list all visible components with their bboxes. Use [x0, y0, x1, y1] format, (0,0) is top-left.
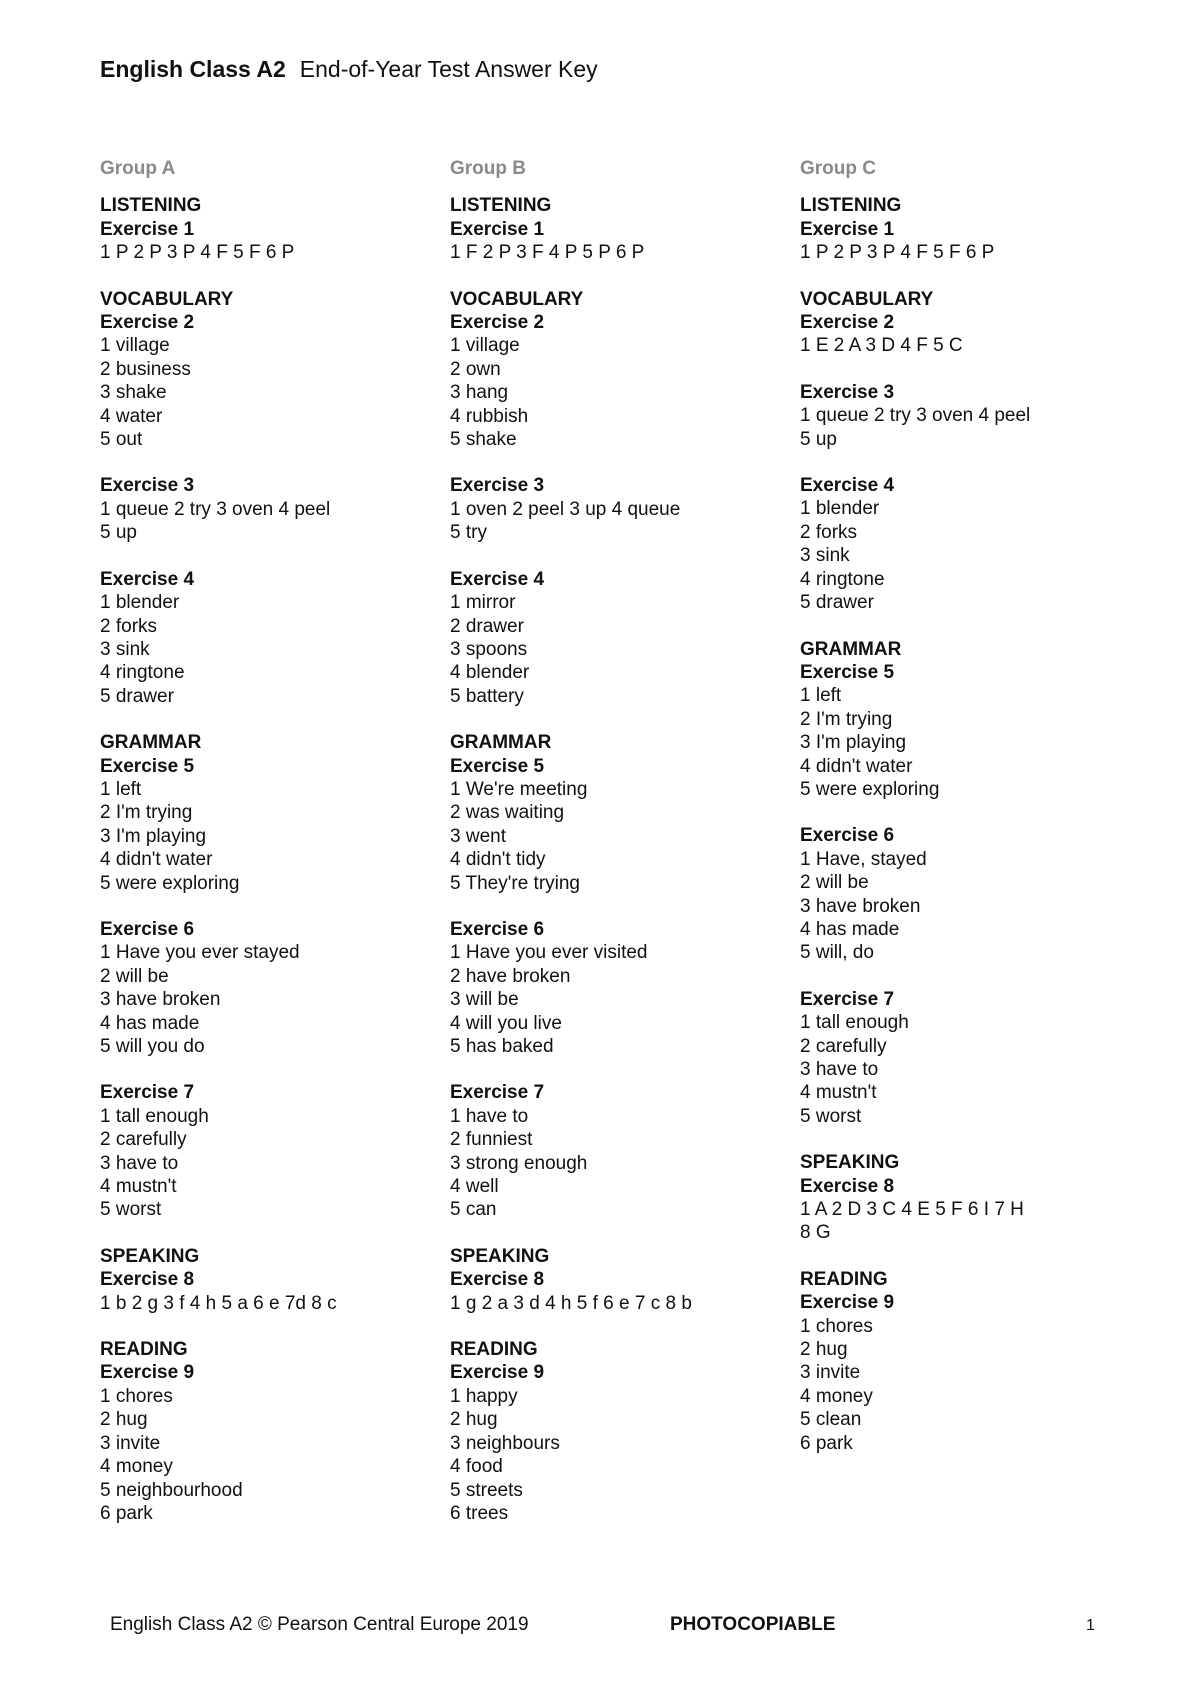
answer-line: 2 drawer [450, 615, 524, 637]
exercise-block [100, 1338, 430, 1525]
section-heading: GRAMMAR [100, 732, 202, 754]
exercise-heading: Exercise 7 [800, 988, 895, 1010]
exercise-block [800, 1151, 1130, 1245]
answer-line: 4 money [100, 1456, 173, 1478]
answer-line: 1 b 2 g 3 f 4 h 5 a 6 e 7d 8 c [100, 1292, 337, 1314]
answer-line: 5 up [800, 428, 837, 450]
answer-line: 2 carefully [800, 1035, 887, 1057]
section-heading: READING [800, 1268, 888, 1290]
exercise-block [450, 731, 780, 895]
answer-line: 1 P 2 P 3 P 4 F 5 F 6 P [100, 242, 295, 264]
answer-line: 3 I'm playing [100, 825, 207, 847]
group-heading: Group B [450, 158, 526, 179]
exercise-block [450, 1245, 780, 1315]
exercise-block [100, 1081, 430, 1221]
answer-line: 4 water [100, 405, 163, 427]
answer-line: 5 will, do [800, 942, 874, 964]
exercise-heading: Exercise 1 [100, 218, 195, 240]
exercise-block [450, 1338, 780, 1525]
answer-line: 3 have broken [100, 989, 221, 1011]
answer-line: 1 We're meeting [450, 778, 588, 800]
answer-line: 2 I'm trying [800, 708, 893, 730]
answer-line: 1 blender [100, 592, 180, 614]
answer-line: 2 hug [450, 1409, 498, 1431]
exercise-heading: Exercise 1 [800, 218, 895, 240]
exercise-heading: Exercise 6 [450, 918, 545, 940]
answer-line: 3 will be [450, 989, 519, 1011]
answer-line: 1 Have, stayed [800, 848, 927, 870]
answer-line: 1 tall enough [800, 1012, 909, 1034]
answer-line: 1 left [800, 685, 842, 707]
answer-line: 2 forks [100, 615, 158, 637]
exercise-block [100, 194, 430, 264]
answer-line: 3 neighbours [450, 1432, 560, 1454]
answer-line: 1 E 2 A 3 D 4 F 5 C [800, 335, 963, 357]
answer-line: 3 have broken [800, 895, 921, 917]
section-heading: READING [100, 1339, 188, 1361]
group-heading: Group A [100, 158, 176, 179]
exercise-heading: Exercise 3 [100, 475, 195, 497]
answer-line: 6 trees [450, 1502, 509, 1524]
answer-line: 2 business [100, 358, 191, 380]
answer-line: 4 money [800, 1385, 873, 1407]
exercise-block [100, 288, 430, 452]
exercise-heading: Exercise 9 [100, 1362, 195, 1384]
answer-line: 1 P 2 P 3 P 4 F 5 F 6 P [800, 242, 995, 264]
exercise-heading: Exercise 9 [450, 1362, 545, 1384]
exercise-heading: Exercise 9 [800, 1292, 895, 1314]
exercise-heading: Exercise 4 [450, 568, 545, 590]
answer-line: 1 chores [100, 1385, 173, 1407]
page-number: 1 [1086, 1617, 1095, 1634]
answer-line: 2 I'm trying [100, 802, 193, 824]
answer-line: 4 ringtone [100, 662, 185, 684]
answer-line: 6 park [100, 1502, 153, 1524]
group-column [100, 157, 430, 1548]
answer-line: 3 invite [100, 1432, 161, 1454]
answer-line: 5 can [450, 1199, 497, 1221]
answer-line: 1 mirror [450, 592, 516, 614]
answer-line: 2 forks [800, 521, 858, 543]
answer-line: 2 was waiting [450, 802, 565, 824]
answer-line: 5 They're trying [450, 872, 581, 894]
answer-line: 4 will you live [450, 1012, 562, 1034]
exercise-block [450, 568, 780, 708]
section-heading: GRAMMAR [800, 638, 902, 660]
exercise-heading: Exercise 5 [450, 755, 545, 777]
exercise-block [450, 474, 780, 544]
answer-line: 3 invite [800, 1362, 861, 1384]
section-heading: LISTENING [450, 195, 552, 217]
answer-line: 3 sink [100, 638, 150, 660]
answer-line: 2 hug [100, 1409, 148, 1431]
exercise-block [450, 288, 780, 452]
exercise-heading: Exercise 8 [450, 1269, 545, 1291]
title-bold: English Class A2 [100, 56, 286, 82]
exercise-heading: Exercise 5 [800, 661, 895, 683]
answer-line: 5 battery [450, 685, 524, 707]
section-heading: SPEAKING [100, 1245, 200, 1267]
answer-line: 1 tall enough [100, 1105, 209, 1127]
exercise-block [100, 1245, 430, 1315]
answer-line: 5 will you do [100, 1036, 205, 1057]
answer-line: 5 has baked [450, 1036, 554, 1057]
answer-line: 1 Have you ever visited [450, 942, 648, 964]
page-title [100, 56, 598, 83]
answer-line: 2 funniest [450, 1129, 533, 1151]
answer-line: 8 G [800, 1222, 831, 1244]
exercise-block [800, 638, 1130, 802]
answer-line: 3 went [450, 825, 506, 847]
answer-line: 3 spoons [450, 638, 528, 660]
exercise-heading: Exercise 8 [100, 1269, 195, 1291]
group-column [450, 157, 780, 1548]
answer-line: 3 sink [800, 545, 850, 567]
exercise-block [800, 474, 1130, 614]
answer-line: 4 didn't water [800, 755, 913, 777]
exercise-heading: Exercise 4 [800, 475, 895, 497]
section-heading: VOCABULARY [800, 288, 934, 310]
answer-line: 5 clean [800, 1409, 862, 1431]
answer-line: 4 didn't water [100, 849, 213, 871]
answer-line: 5 were exploring [800, 778, 940, 800]
exercise-heading: Exercise 8 [800, 1175, 895, 1197]
answer-line: 1 queue 2 try 3 oven 4 peel [800, 405, 1031, 427]
answer-line: 4 blender [450, 662, 530, 684]
exercise-heading: Exercise 4 [100, 568, 195, 590]
exercise-heading: Exercise 3 [450, 475, 545, 497]
answer-line: 4 has made [800, 918, 900, 940]
exercise-block [100, 568, 430, 708]
footer-photocopiable: PHOTOCOPIABLE [670, 1614, 836, 1635]
answer-line: 3 have to [100, 1152, 179, 1174]
answer-line: 4 mustn't [800, 1082, 877, 1104]
exercise-block [800, 381, 1130, 451]
answer-line: 2 will be [800, 872, 869, 894]
answer-line: 4 rubbish [450, 405, 529, 427]
answer-line: 3 shake [100, 382, 167, 404]
exercise-heading: Exercise 7 [450, 1082, 545, 1104]
answer-line: 1 village [100, 335, 170, 357]
exercise-block [450, 1081, 780, 1221]
exercise-heading: Exercise 2 [100, 312, 195, 334]
answer-line: 2 hug [800, 1339, 848, 1361]
exercise-heading: Exercise 6 [800, 825, 895, 847]
answer-line: 5 shake [450, 429, 517, 451]
section-heading: GRAMMAR [450, 732, 552, 754]
group-heading: Group C [800, 158, 876, 179]
exercise-block [800, 1268, 1130, 1455]
exercise-block [800, 288, 1130, 358]
section-heading: LISTENING [100, 195, 202, 217]
answer-line: 1 have to [450, 1105, 529, 1127]
answer-line: 5 try [450, 522, 487, 544]
exercise-block [800, 194, 1130, 264]
answer-line: 1 A 2 D 3 C 4 E 5 F 6 I 7 H [800, 1199, 1024, 1221]
exercise-block [800, 824, 1130, 964]
exercise-block [450, 918, 780, 1058]
answer-line: 5 neighbourhood [100, 1479, 243, 1501]
title-subtitle: End-of-Year Test Answer Key [299, 56, 598, 82]
answer-line: 5 out [100, 429, 143, 451]
answer-line: 1 happy [450, 1385, 518, 1407]
exercise-block [100, 918, 430, 1058]
answer-line: 1 Have you ever stayed [100, 942, 300, 964]
exercise-heading: Exercise 2 [450, 312, 545, 334]
exercise-heading: Exercise 3 [800, 381, 895, 403]
answer-line: 4 well [450, 1176, 499, 1198]
answer-line: 1 g 2 a 3 d 4 h 5 f 6 e 7 c 8 b [450, 1292, 692, 1314]
answer-line: 1 village [450, 335, 520, 357]
answer-line: 1 queue 2 try 3 oven 4 peel [100, 498, 331, 520]
exercise-block [450, 194, 780, 264]
answer-line: 2 have broken [450, 965, 571, 987]
answer-line: 1 chores [800, 1315, 873, 1337]
answer-line: 2 carefully [100, 1129, 187, 1151]
answer-line: 5 worst [100, 1199, 162, 1221]
answer-line: 5 up [100, 522, 137, 544]
answer-line: 1 F 2 P 3 F 4 P 5 P 6 P [450, 242, 645, 264]
exercise-block [800, 988, 1130, 1128]
answer-line: 5 worst [800, 1105, 862, 1127]
answer-line: 3 have to [800, 1059, 879, 1080]
exercise-block [100, 731, 430, 895]
exercise-block [100, 474, 430, 544]
section-heading: SPEAKING [450, 1245, 550, 1267]
answer-line: 3 hang [450, 382, 509, 404]
exercise-heading: Exercise 7 [100, 1082, 195, 1104]
answer-line: 4 mustn't [100, 1176, 177, 1198]
answer-line: 4 ringtone [800, 568, 885, 590]
section-heading: SPEAKING [800, 1152, 900, 1174]
answer-line: 5 drawer [800, 592, 874, 614]
exercise-heading: Exercise 6 [100, 918, 195, 940]
group-column [800, 157, 1130, 1478]
exercise-heading: Exercise 5 [100, 755, 195, 777]
answer-line: 4 food [450, 1456, 503, 1478]
exercise-heading: Exercise 2 [800, 312, 895, 334]
section-heading: VOCABULARY [450, 288, 584, 310]
answer-line: 4 didn't tidy [450, 849, 546, 871]
answer-line: 5 drawer [100, 685, 174, 707]
exercise-heading: Exercise 1 [450, 218, 545, 240]
answer-line: 2 will be [100, 965, 169, 987]
answer-line: 4 has made [100, 1012, 200, 1034]
answer-line: 3 I'm playing [800, 732, 907, 754]
answer-line: 5 streets [450, 1479, 523, 1501]
answer-line: 2 own [450, 358, 501, 380]
footer-copyright: English Class A2 © Pearson Central Europe 2019 [110, 1614, 529, 1635]
answer-line: 1 blender [800, 498, 880, 520]
section-heading: LISTENING [800, 195, 902, 217]
answer-line: 1 left [100, 778, 142, 800]
answer-line: 3 strong enough [450, 1152, 588, 1174]
answer-line: 5 were exploring [100, 872, 240, 894]
answer-line: 1 oven 2 peel 3 up 4 queue [450, 498, 681, 520]
answer-line: 6 park [800, 1432, 853, 1454]
section-heading: READING [450, 1339, 538, 1361]
section-heading: VOCABULARY [100, 288, 234, 310]
